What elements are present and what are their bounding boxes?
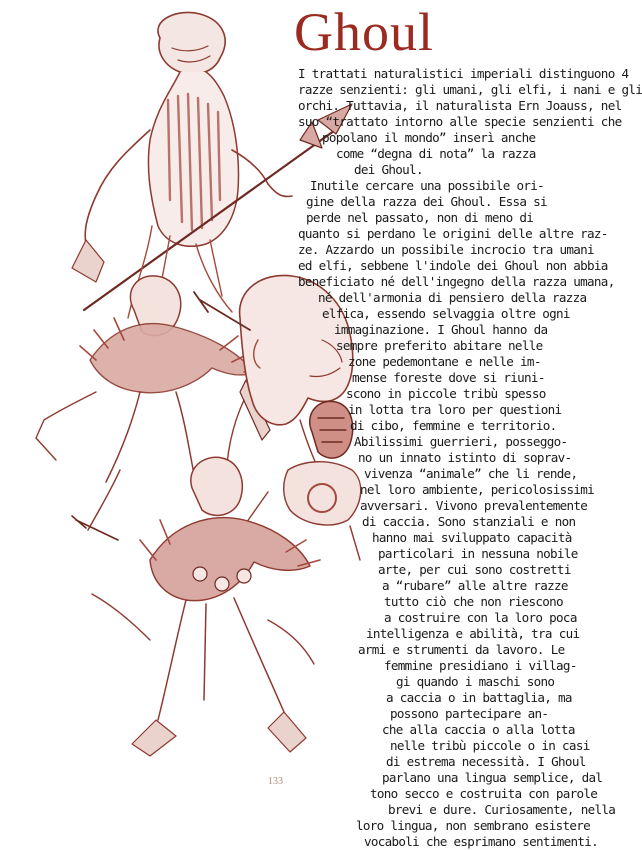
text-line: possono partecipare an- xyxy=(390,706,549,721)
page-title: Ghoul xyxy=(294,2,434,62)
text-line: né dell'armonia di pensiero della razza xyxy=(318,290,587,305)
text-line: come “degna di nota” la razza xyxy=(336,146,536,161)
text-line: perde nel passato, non di meno di xyxy=(306,210,534,225)
ghoul-skull-necklace-sketch xyxy=(72,457,320,756)
text-line: ed elfi, sebbene l'indole dei Ghoul non abbia xyxy=(298,258,608,273)
text-line: a “rubare” alle altre razze xyxy=(382,578,568,593)
text-line: femmine presidiano i villag- xyxy=(384,658,577,673)
text-line: no un innato istinto di soprav- xyxy=(358,450,572,465)
text-line: particolari in nessuna nobile xyxy=(378,546,578,561)
text-line: elfica, essendo selvaggia oltre ogni xyxy=(322,306,570,321)
text-line: dei Ghoul. xyxy=(354,162,423,177)
text-line: avversari. Vivono prevalentemente xyxy=(360,498,588,513)
text-line: quanto si perdano le origini delle altre raz- xyxy=(298,226,608,241)
text-line: brevi e dure. Curiosamente, nella xyxy=(388,802,616,817)
text-line: zone pedemontane e nelle im- xyxy=(348,354,541,369)
text-line: di caccia. Sono stanziali e non xyxy=(362,514,576,529)
text-line: tono secco e costruita con parole xyxy=(370,786,598,801)
text-line: di estrema necessità. I Ghoul xyxy=(386,754,586,769)
text-line: mense foreste dove si riuni- xyxy=(352,370,545,385)
text-line: Inutile cercare una possibile ori- xyxy=(310,178,544,193)
text-line: in lotta tra loro per questioni xyxy=(348,402,562,417)
text-line: suo “trattato intorno alle specie senzienti che xyxy=(298,114,622,129)
text-line: sempre preferito abitare nelle xyxy=(336,338,543,353)
text-line: gine della razza dei Ghoul. Essa si xyxy=(306,194,547,209)
text-line: tutto ciò che non riescono xyxy=(384,594,563,609)
text-line: nel loro ambiente, pericolosissimi xyxy=(360,482,594,497)
text-line: di cibo, femmine e territorio. xyxy=(350,418,557,433)
text-line: vocaboli che esprimano sentimenti. xyxy=(364,834,598,849)
text-line: vivenza “animale” che li rende, xyxy=(364,466,578,481)
text-line: beneficiato né dell'ingegno della razza umana, xyxy=(298,274,615,289)
text-line: orchi. Tuttavia, il naturalista Ern Joauss, nel xyxy=(298,98,622,113)
text-line: popolano il mondo” inserì anche xyxy=(322,130,536,145)
text-line: intelligenza e abilità, tra cui xyxy=(366,626,580,641)
text-line: gi quando i maschi sono xyxy=(396,674,555,689)
page-number: 133 xyxy=(268,776,283,787)
text-line: armi e strumenti da lavoro. Le xyxy=(358,642,565,657)
text-line: Abilissimi guerrieri, posseggo- xyxy=(354,434,568,449)
text-line: a caccia o in battaglia, ma xyxy=(386,690,572,705)
text-line: immaginazione. I Ghoul hanno da xyxy=(334,322,548,337)
text-line: razze senzienti: gli umani, gli elfi, i nani e gli xyxy=(298,82,642,97)
text-line: ze. Azzardo un possibile incrocio tra umani xyxy=(298,242,594,257)
text-line: hanno mai sviluppato capacità xyxy=(372,530,572,545)
text-line: nelle tribù piccole o in casi xyxy=(390,738,590,753)
text-line: parlano una lingua semplice, dal xyxy=(382,770,603,785)
text-line: loro lingua, non sembrano esistere xyxy=(356,818,590,833)
text-line: che alla caccia o alla lotta xyxy=(382,722,575,737)
text-line: a costruire con la loro poca xyxy=(384,610,577,625)
text-line: scono in piccole tribù spesso xyxy=(346,386,546,401)
text-line: arte, per cui sono costretti xyxy=(378,562,571,577)
text-line: I trattati naturalistici imperiali distinguono 4 xyxy=(298,66,629,81)
